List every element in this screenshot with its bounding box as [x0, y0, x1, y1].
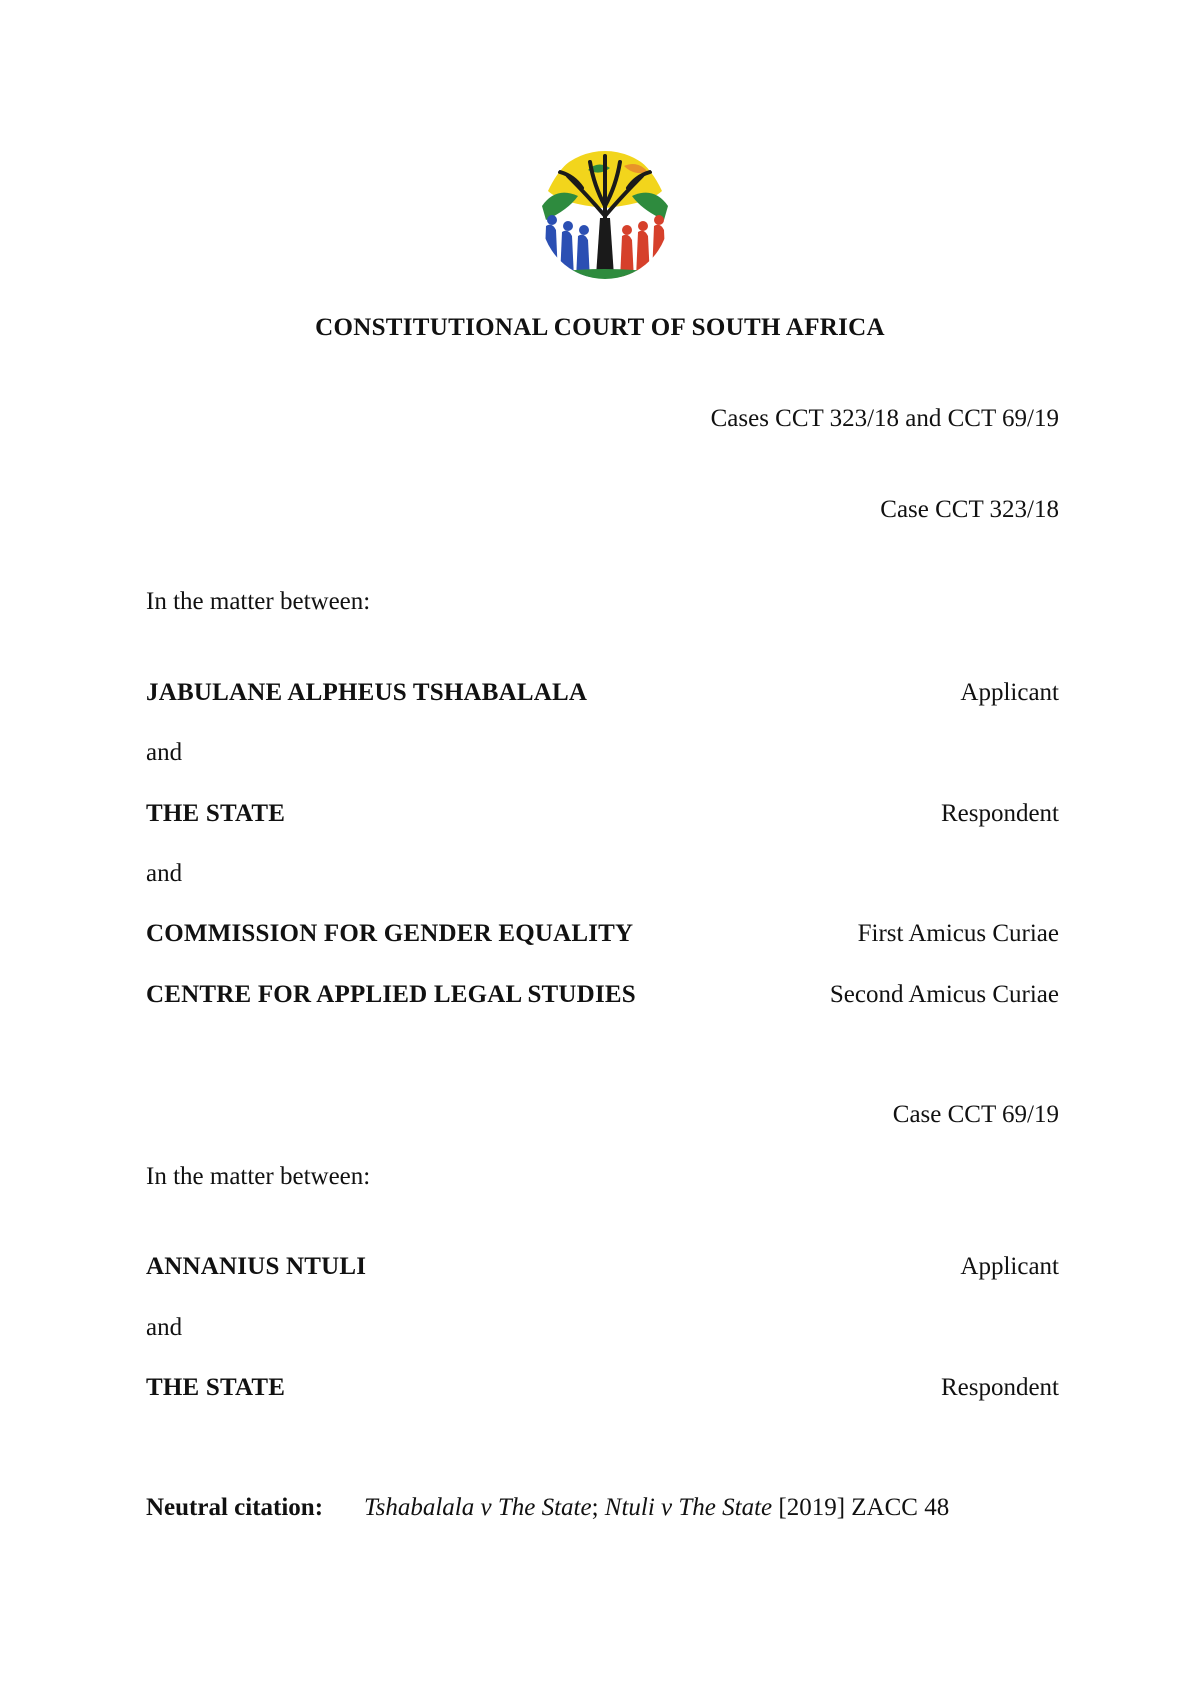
case-one-amicus-2-role: Second Amicus Curiae	[829, 981, 1059, 1008]
neutral-citation	[146, 1494, 949, 1522]
citation-reference: [2019] ZACC 48	[772, 1494, 950, 1521]
case-one-and-2: and	[146, 860, 183, 887]
constitutional-court-logo-icon	[538, 146, 672, 284]
case-two-applicant-role: Applicant	[960, 1253, 1059, 1280]
case-one-amicus-1-role: First Amicus Curiae	[857, 920, 1059, 947]
case-one-and-1: and	[146, 739, 183, 766]
case-two-applicant-name: ANNANIUS NTULI	[146, 1253, 367, 1280]
case-one-amicus-2-name: CENTRE FOR APPLIED LEGAL STUDIES	[146, 981, 636, 1008]
case-two-number: Case CCT 69/19	[892, 1101, 1059, 1128]
case-one-amicus-1-name: COMMISSION FOR GENDER EQUALITY	[146, 920, 634, 947]
cases-line: Cases CCT 323/18 and CCT 69/19	[710, 405, 1059, 432]
case-two-respondent-name: THE STATE	[146, 1374, 286, 1401]
citation-case-name-1: Tshabalala v The State	[364, 1494, 592, 1521]
case-one-intro: In the matter between:	[146, 588, 371, 615]
case-two-intro: In the matter between:	[146, 1163, 371, 1190]
case-one-respondent-role: Respondent	[940, 800, 1059, 827]
citation-case-name-2: Ntuli v The State	[604, 1494, 773, 1521]
case-one-number: Case CCT 323/18	[880, 496, 1059, 523]
court-title: CONSTITUTIONAL COURT OF SOUTH AFRICA	[315, 314, 885, 341]
citation-separator: ;	[591, 1494, 605, 1521]
case-one-respondent-name: THE STATE	[146, 800, 286, 827]
case-two-and-1: and	[146, 1314, 183, 1341]
case-one-applicant-role: Applicant	[960, 679, 1059, 706]
citation-label: Neutral citation:	[146, 1494, 324, 1521]
case-two-respondent-role: Respondent	[940, 1374, 1059, 1401]
case-one-applicant-name: JABULANE ALPHEUS TSHABALALA	[146, 679, 588, 706]
